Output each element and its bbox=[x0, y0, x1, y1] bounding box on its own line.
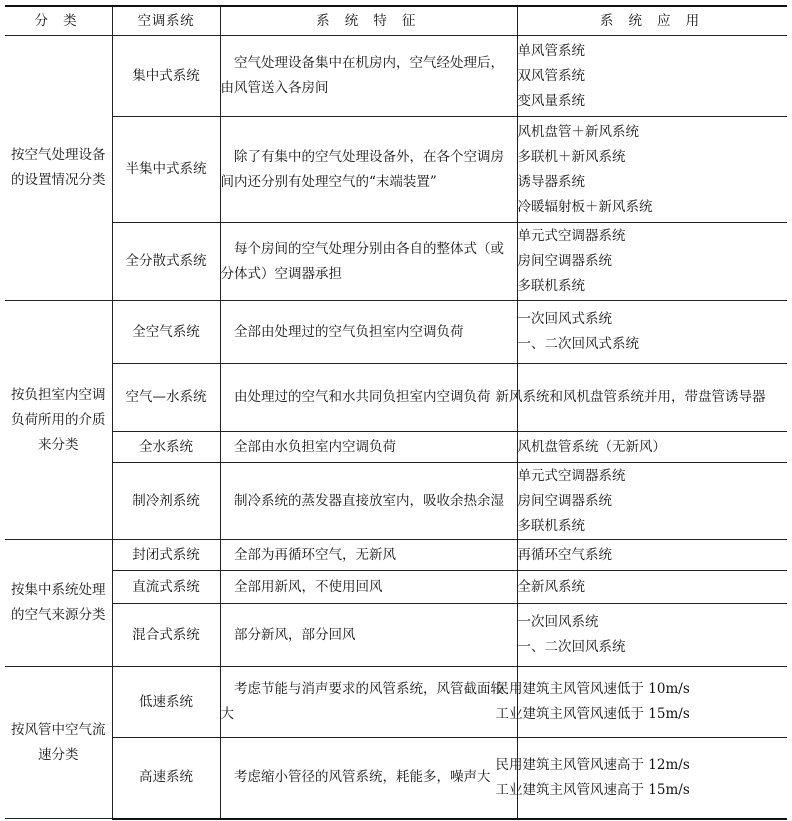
feature-cell: 空气处理设备集中在机房内，空气经处理后，由风管送入各房间 bbox=[220, 36, 517, 117]
application-item: 多联机系统 bbox=[517, 517, 585, 534]
system-cell: 制冷剂系统 bbox=[112, 463, 220, 540]
header-row bbox=[5, 6, 787, 36]
feature-cell: 考虑节能与消声要求的风管系统，风管截面较大 bbox=[220, 667, 517, 738]
application-item: 一次回风式系统 bbox=[517, 311, 612, 327]
application-item: 多联机＋新风系统 bbox=[517, 148, 626, 165]
system-cell: 封闭式系统 bbox=[112, 540, 220, 571]
application-cell bbox=[517, 571, 787, 604]
feature-cell: 制冷系统的蒸发器直接放室内，吸收余热余湿 bbox=[220, 463, 517, 540]
application-item: 工业建筑主风管风速高于 15m/s bbox=[495, 781, 690, 798]
table-row bbox=[5, 432, 787, 463]
application-item: 冷暖辐射板＋新风系统 bbox=[517, 198, 653, 215]
application-item: 双风管系统 bbox=[517, 67, 585, 84]
application-item: 民用建筑主风管风速低于 10m/s bbox=[495, 681, 690, 697]
application-item: 风机盘管系统（无新风） bbox=[517, 438, 666, 455]
table-row bbox=[5, 36, 787, 117]
table-row bbox=[5, 667, 787, 738]
table-row bbox=[5, 738, 787, 819]
application-item: 工业建筑主风管风速低于 15m/s bbox=[495, 706, 690, 722]
application-item: 房间空调器系统 bbox=[517, 253, 612, 269]
application-item: 风机盘管＋新风系统 bbox=[517, 123, 639, 140]
application-item: 房间空调器系统 bbox=[517, 492, 612, 509]
application-item: 再循环空气系统 bbox=[517, 546, 612, 563]
system-cell: 混合式系统 bbox=[112, 604, 220, 667]
application-cell bbox=[517, 223, 787, 301]
application-cell bbox=[495, 667, 787, 738]
system-cell: 全分散式系统 bbox=[112, 223, 220, 301]
table-row bbox=[5, 223, 787, 301]
system-cell: 集中式系统 bbox=[112, 36, 220, 117]
table-row bbox=[5, 540, 787, 571]
application-item: 单元式空调器系统 bbox=[517, 228, 626, 244]
category-cell: 按负担室内空调负荷所用的介质来分类 bbox=[5, 301, 112, 540]
system-cell: 空气—水系统 bbox=[112, 364, 220, 432]
application-item: 诱导器系统 bbox=[517, 173, 585, 190]
table-row bbox=[5, 604, 787, 667]
application-item: 变风量系统 bbox=[517, 92, 585, 109]
application-cell bbox=[517, 604, 787, 667]
application-cell bbox=[495, 364, 787, 432]
application-cell bbox=[517, 540, 787, 571]
table-row bbox=[5, 571, 787, 604]
application-cell bbox=[517, 301, 787, 364]
application-cell bbox=[517, 463, 787, 540]
feature-cell: 全部用新风，不使用回风 bbox=[220, 571, 517, 604]
application-cell bbox=[517, 117, 787, 223]
header-category: 分 类 bbox=[5, 6, 112, 36]
header-feature: 系 统 特 征 bbox=[220, 6, 517, 36]
feature-cell: 考虑缩小管径的风管系统，耗能多，噪声大 bbox=[220, 738, 517, 819]
application-cell bbox=[495, 738, 787, 819]
feature-cell: 全部由水负担室内空调负荷 bbox=[220, 432, 517, 463]
application-item: 全新风系统 bbox=[517, 578, 585, 595]
application-item: 一、二次回风系统 bbox=[517, 639, 626, 655]
application-item: 单风管系统 bbox=[517, 42, 585, 59]
table-row bbox=[5, 364, 787, 432]
application-cell bbox=[517, 432, 787, 463]
application-item: 民用建筑主风管风速高于 12m/s bbox=[495, 756, 690, 773]
feature-cell: 除了有集中的空气处理设备外，在各个空调房间内还分别有处理空气的“末端装置” bbox=[220, 117, 517, 223]
application-item: 一、二次回风式系统 bbox=[517, 336, 639, 352]
feature-cell: 由处理过的空气和水共同负担室内空调负荷 bbox=[220, 364, 517, 432]
header-application: 系 统 应 用 bbox=[517, 6, 787, 36]
table-row bbox=[5, 463, 787, 540]
system-cell: 半集中式系统 bbox=[112, 117, 220, 223]
category-cell: 按集中系统处理的空气来源分类 bbox=[5, 540, 112, 667]
system-cell: 全水系统 bbox=[112, 432, 220, 463]
feature-cell: 每个房间的空气处理分别由各自的整体式（或分体式）空调器承担 bbox=[220, 223, 517, 301]
application-item: 一次回风系统 bbox=[517, 614, 599, 630]
feature-cell: 全部为再循环空气，无新风 bbox=[220, 540, 517, 571]
system-cell: 低速系统 bbox=[112, 667, 220, 738]
application-item: 新风系统和风机盘管系统并用，带盘管诱导器 bbox=[495, 389, 766, 405]
header-system: 空调系统 bbox=[112, 6, 220, 36]
feature-cell: 部分新风，部分回风 bbox=[220, 604, 517, 667]
table-row bbox=[5, 117, 787, 223]
application-cell bbox=[517, 36, 787, 117]
table-row bbox=[5, 301, 787, 364]
feature-cell: 全部由处理过的空气负担室内空调负荷 bbox=[220, 301, 517, 364]
system-cell: 全空气系统 bbox=[112, 301, 220, 364]
category-cell: 按风管中空气流速分类 bbox=[5, 667, 112, 819]
application-item: 多联机系统 bbox=[517, 278, 585, 294]
ac-system-classification-table bbox=[5, 5, 787, 820]
system-cell: 高速系统 bbox=[112, 738, 220, 819]
application-item: 单元式空调器系统 bbox=[517, 467, 626, 484]
table-body bbox=[5, 6, 787, 819]
system-cell: 直流式系统 bbox=[112, 571, 220, 604]
category-cell: 按空气处理设备的设置情况分类 bbox=[5, 36, 112, 301]
